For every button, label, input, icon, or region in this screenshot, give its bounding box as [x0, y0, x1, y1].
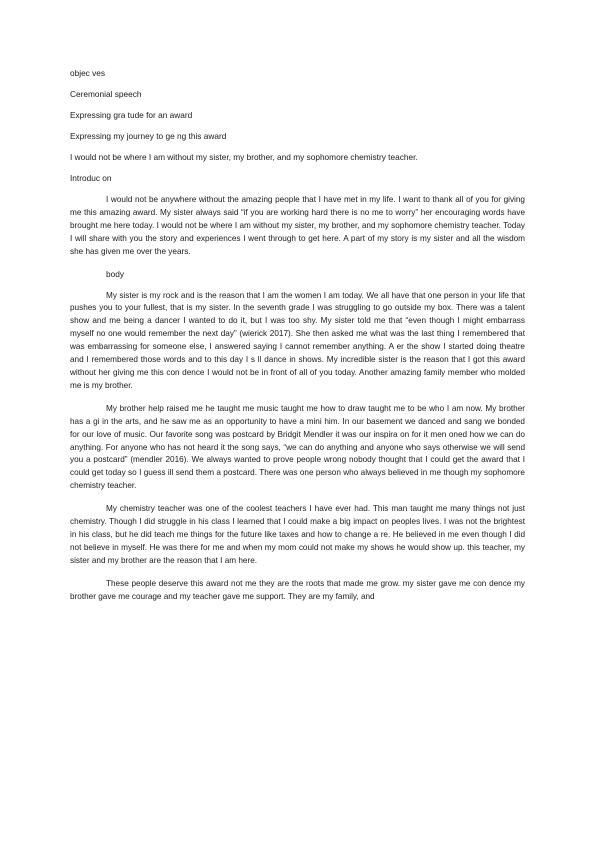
conclusion-paragraph: These people deserve this award not me they are the roots that made me grow. my sister gave me con dence my brother gave me courage and my teacher gave me support. They are my family, and — [70, 578, 525, 601]
introduction-paragraph: I would not be anywhere without the amazing people that I have met in my life. I want to thank all of you for giving me this amazing award. My sister always said “if you are working hard there is no me to worry” her encouraging words have brought me here today. I would not be where I am without my sister, my brother, and my sophomore chemistry teacher. Today I will share with you the story and experiences I went through to get here. A part of my story is my sister and all the wisdom she has given me over the years. — [70, 195, 525, 256]
body-paragraph-teacher: My chemistry teacher was one of the coolest teachers I have ever had. This man taught me many things not just chemistry. Though I did struggle in his class I learned that I could make a big impact on peoples lives. I was not the brightest in his class, but he did teach me things for the future like taxes and how to change a re. He believed in me even though I did not believe in myself. He was there for me and when my mom could not make my shows he would show up. this teacher, my sister and my brother are the reason that I am here. — [70, 504, 525, 565]
outline-speech-type: Ceremonial speech — [70, 89, 142, 99]
body-paragraph-brother: My brother help raised me he taught me music taught me how to draw taught me to be who I am now. My brother has a gi in the arts, and he saw me as an opportunity to have a mini him. In our basement we danced and sang we bonded for our love of music. Our favorite song was postcard by Bridgit Mendler it was our inspira on for it men oned how we can do anything. For anyone who has not heard it the song says, “we can do anything and anyone who says otherwise we will send you a postcard” (mendler 2016). We always wanted to prove people wrong nobody thought that I could get the award that I could get today so I guess ill send them a postcard. There was one person who always believed in me though my sophomore chemistry teacher. — [70, 403, 525, 491]
outline-thesis: I would not be where I am without my sister, my brother, and my sophomore chemistry teacher. — [70, 152, 418, 162]
outline-journey: Expressing my journey to ge ng this award — [70, 131, 227, 141]
introduction-heading: Introduc on — [70, 173, 112, 183]
document-body — [70, 68, 525, 613]
outline-gratitude: Expressing gra tude for an award — [70, 110, 193, 120]
body-paragraph-sister: My sister is my rock and is the reason that I am the women I am today. We all have that one person in your life that pushes you to your fullest, that is my sister. In the seventh grade I was struggling to go outside my box. There was a talent show and me being a dancer I wanted to do it, but I was too shy. My sister told me that “even though I might embarrass myself no one would remember the next day” (wierick 2017). She then asked me what was the last thing I remembered that was embarrassing for someone else, I answered saying I cannot remember anything. A er the show I started doing theatre and I remembered those words and to this day I s ll dance in shows. My incredible sister is the reason that I got this award without her giving me this con dence I would not be in front of all of you today. Another amazing family member who molded me is my brother. — [70, 290, 525, 390]
outline-objectives: objec ves — [70, 68, 106, 78]
body-heading: body — [106, 268, 124, 279]
